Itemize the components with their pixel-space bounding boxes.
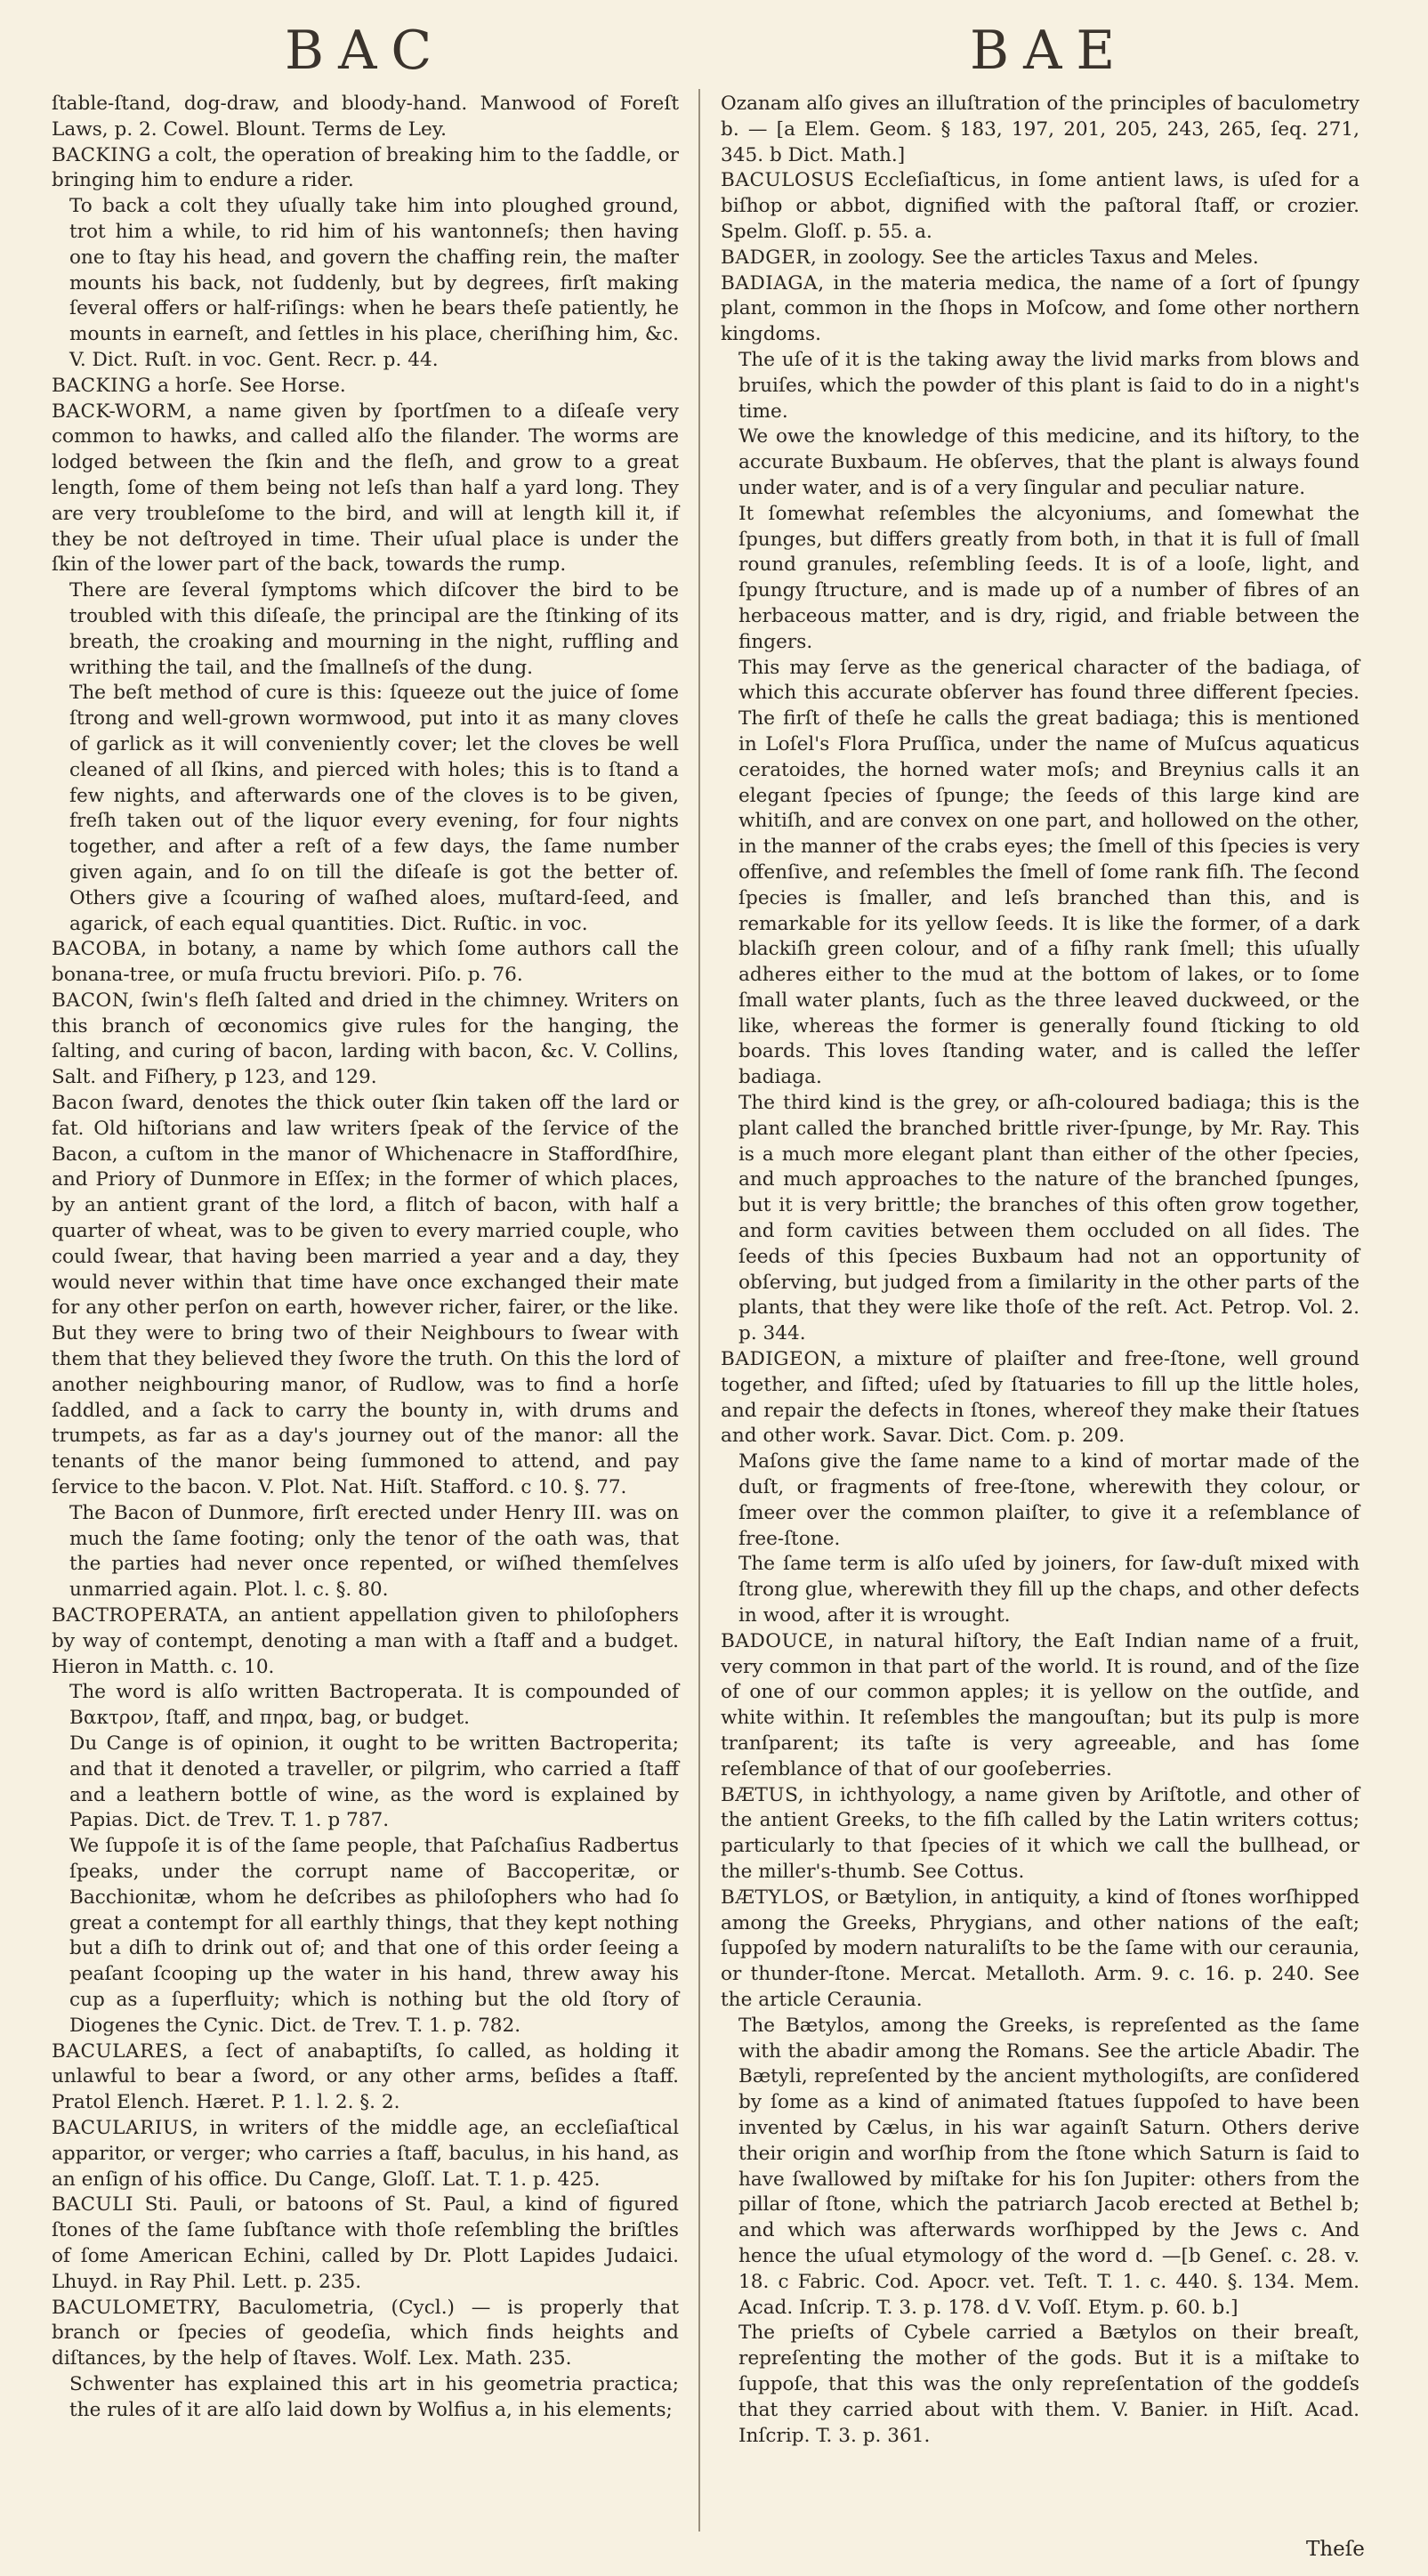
dictionary-entry (721, 1783, 1359, 1886)
entry-headword: BACULARIUS, (52, 2116, 199, 2139)
dictionary-entry (721, 1629, 1359, 1783)
entry-paragraph: The uſe of it is the taking away the livid marks from blows and bruiſes, which the powder of this plant is ſaid to do in a night's time. (738, 348, 1359, 423)
dictionary-entry (721, 1347, 1359, 1450)
column-divider (698, 89, 700, 2532)
entry-headword: BÆTYLOS, (721, 1886, 831, 1909)
entry-headword: BÆTUS, (721, 1783, 804, 1806)
entry-text: Eccleſiaſticus, in ſome antient laws, is uſed for a biſhop or abbot, dignified with the paſtoral ſtaff, or crozier. Spelm. Gloſſ. p. 55. a. (721, 169, 1359, 243)
entry-text: an antient appellation given to philoſophers by way of contempt, denoting a man with a ſtaff and a budget. Hieron in Matth. c. 10. (52, 1604, 679, 1678)
entry-headword: BACTROPERATA, (52, 1604, 230, 1627)
running-head (0, 20, 1428, 82)
dictionary-entry (52, 400, 679, 579)
dictionary-entry (52, 937, 679, 989)
entry-headword: BADIAGA, (721, 271, 825, 295)
entry-paragraph: Schwenter has explained this art in his geometria practica; the rules of it are alſo laid down by Wolfius a, in his elements; (69, 2372, 679, 2421)
dictionary-entry (721, 168, 1359, 245)
entry-headword: BADOUCE, (721, 1629, 835, 1652)
dictionary-entry (52, 2296, 679, 2372)
entry-text: ſward, denotes the thick outer ſkin taken off the lard or fat. Old hiſtorians and law writers ſpeak of the ſervice of the Bacon, a cuſtom in the manor of Whichenacre in Staffordſhire, and Priory of Dunmore in Eſſex; in the former of which places, by an antient grant of the lord, a flitch of bacon, with half a quarter of wheat, was to be given to every married couple, who could ſwear, that having been married a year and a day, they would never within that time have once exchanged their mate for any other perſon on earth, however richer, fairer, or the like. But they were to bring two of their Neighbours to ſwear with them that they believed they ſwore the truth. On this the lord of another neighbouring manor, of Rudlow, was to find a horſe ſaddled, and a ſack to carry the bounty in, with drums and trumpets, as far as a day's journey out of the manor: all the tenants of the manor being ſummoned to attend, and pay ſervice to the bacon. V. Plot. Nat. Hiſt. Stafford. c 10. §. 77. (52, 1092, 679, 1499)
dictionary-entry (52, 1603, 679, 1680)
entry-headword: BADGER, (721, 246, 818, 269)
entry-headword: Bacon (52, 1092, 115, 1115)
entry-text: Baculometria, (Cycl.) — is properly that branch or ſpecies of geodeſia, which finds heights and diſtances, by the help of ſtaves. Wolf. Lex. Math. 235. (52, 2296, 679, 2370)
entry-text: in writers of the middle age, an eccleſiaſtical apparitor, or verger; who carries a ſtaff, baculus, in his hand, as an enſign of his office. Du Cange, Gloſſ. Lat. T. 1. p. 425. (52, 2116, 679, 2191)
entry-paragraph: The beſt method of cure is this: ſqueeze out the juice of ſome ſtrong and well-grown wormwood, put into it as many cloves of garlick as it will conveniently cover; let the cloves be well cleaned of all ſkins, and pierced with holes; this is to ſtand a few nights, and afterwards one of the cloves is to be given, freſh taken out of the liquor every evening, for four nights together, and after a reſt of a few days, the ſame number given again, and ſo on till the diſeaſe is got the better of. Others give a ſcouring of waſhed aloes, muſtard-ſeed, and agarick, of each equal quantities. Dict. Ruſtic. in voc. (69, 682, 679, 935)
left-headword: BAC (285, 20, 447, 82)
catchword: Theſe (1306, 2538, 1365, 2561)
entry-text: or Bætylion, in antiquity, a kind of ſtones worſhipped among the Greeks, Phrygians, and other nations of the eaſt; ſuppoſed by modern naturaliſts to be the ſame with our ceraunia, or thunder-ſtone. Mercat. Metalloth. Arm. 9. c. 16. p. 240. See the article Ceraunia. (721, 1886, 1359, 2011)
entry-paragraph: The Bætylos, among the Greeks, is repreſented as the ſame with the abadir among the Romans. See the article Abadir. The Bætyli, repreſented by the ancient mythologiſts, are conſidered by ſome as a kind of animated ſtatues ſuppoſed to have been invented by Cælus, in his war againſt Saturn. Others derive their origin and worſhip from the ſtone which Saturn is ſaid to have ſwallowed by miſtake for his ſon Jupiter: others from the pillar of ſtone, which the patriarch Jacob erected at Bethel b; and which was afterwards worſhipped by the Jews c. And hence the uſual etymology of the word d. —[b Geneſ. c. 28. v. 18. c Fabric. Cod. Apocr. vet. Teſt. T. 1. c. 440. §. 134. Mem. Acad. Inſcrip. T. 3. p. 178. d V. Voſſ. Etym. p. 60. b.] (738, 2014, 1359, 2319)
entry-text: a horſe. See Horse. (151, 374, 346, 397)
entry-paragraph: This may ſerve as the generical character of the badiaga, of which this accurate obſerver has found three different ſpecies. The firſt of theſe he calls the great badiaga; this is mentioned in Loſel's Flora Pruſſica, under the name of Muſcus aquaticus ceratoides, the horned water moſs; and Breynius calls it an elegant ſpecies of ſpunge; the ſeeds of this large kind are whitiſh, and are convex on one part, and hollowed on the other, in the manner of the crabs eyes; the ſmell of this ſpecies is very offenſive, and reſembles the ſmell of ſome rank fiſh. The ſecond ſpecies is ſmaller, and leſs branched than this, and is remarkable for its yellow ſeeds. It is like the former, of a dark blackiſh green colour, and of a fiſhy rank ſmell; this uſually adheres either to the mud at the bottom of lakes, or to ſome ſmall water plants, ſuch as the three leaved duckweed, or the like, whereas the former is generally found ſticking to old boards. This loves ſtanding water, and is called the leſſer badiaga. (738, 656, 1359, 1089)
dictionary-entry (52, 1091, 679, 1501)
entry-paragraph: Du Cange is of opinion, it ought to be written Bactroperita; and that it denoted a traveller, or pilgrim, who carried a ſtaff and a leathern bottle of wine, as the word is explained by Papias. Dict. de Trev. T. 1. p 787. (69, 1732, 679, 1832)
dictionary-entry (721, 271, 1359, 348)
dictionary-entry (52, 374, 679, 400)
entry-paragraph: The Bacon of Dunmore, firſt erected under Henry III. was on much the ſame footing; only the tenor of the oath was, that the parties had never once repented, or wiſhed themſelves unmarried again. Plot. l. c. §. 80. (69, 1501, 679, 1602)
right-column (721, 92, 1359, 2449)
entry-paragraph: There are ſeveral ſymptoms which diſcover the bird to be troubled with this diſeaſe, the principal are the ſtinking of its breath, the croaking and mourning in the night, ruffling and writhing the tail, and the ſmallneſs of the dung. (69, 579, 679, 679)
dictionary-entry (721, 1886, 1359, 2014)
dictionary-entry (52, 2192, 679, 2295)
entry-headword: BACULOSUS (721, 169, 855, 192)
entry-text: Sti. Pauli, or batoons of St. Paul, a kind of figured ſtones of the ſame ſubſtance with thoſe reſembling the briſtles of ſome American Echini, called by Dr. Plott Lapides Judaici. Lhuyd. in Ray Phil. Lett. p. 235. (52, 2193, 679, 2293)
continued-paragraph: Ozanam alſo gives an illuſtration of the principles of baculometry b. — [a Elem. Geom. § 183, 197, 201, 205, 243, 265, ſeq. 271, 345. b Dict. Math.] (721, 93, 1359, 166)
entry-text: ſwin's fleſh ſalted and dried in the chimney. Writers on this branch of œconomics give rules for the hanging, the ſalting, and curing of bacon, larding with bacon, &c. V. Collins, Salt. and Fiſhery, p 123, and 129. (52, 989, 679, 1089)
entry-headword: BACKING (52, 143, 152, 166)
continued-paragraph: ſtable-ſtand, dog-draw, and bloody-hand. Manwood of Foreſt Laws, p. 2. Cowel. Blount. Terms de Ley. (52, 93, 679, 141)
entry-text: a mixture of plaiſter and free-ſtone, well ground together, and ſifted; uſed by ſtatuaries to fill up the little holes, and repair the defects in ſtones, whereof they make their ſtatues and other work. Savar. Dict. Com. p. 209. (721, 1348, 1359, 1448)
entry-text: in the materia medica, the name of a ſort of ſpungy plant, common in the ſhops in Moſcow, and ſome other northern kingdoms. (721, 271, 1359, 346)
entry-paragraph: It ſomewhat reſembles the alcyoniums, and ſomewhat the ſpunges, but differs greatly from both, in that it is full of ſmall round granules, reſembling ſeeds. It is of a looſe, light, and ſpungy ſtructure, and is made up of a number of fibres of an herbaceous matter, and is dry, rigid, and friable between the fingers. (738, 502, 1359, 653)
entry-paragraph: To back a colt they uſually take him into ploughed ground, trot him a while, to rid him of his wantonneſs; then having one to ſtay his head, and govern the chaffing rein, the maſter mounts his back, not ſuddenly, but by degrees, firſt making ſeveral offers or half-riſings: when he bears theſe patiently, he mounts in earneſt, and ſettles in his place, cheriſhing him, &c. V. Dict. Ruſt. in voc. Gent. Recr. p. 44. (69, 195, 679, 371)
right-headword: BAE (970, 20, 1130, 82)
entry-paragraph: We owe the knowledge of this medicine, and its hiſtory, to the accurate Buxbaum. He obſerves, that the plant is always found under water, and is of a very ſingular and peculiar nature. (738, 425, 1359, 499)
dictionary-entry (52, 2116, 679, 2192)
entry-text: a name given by ſportſmen to a diſeaſe very common to hawks, and called alſo the filander. The worms are lodged between the ſkin and the fleſh, and grow to a great length, ſome of them being not leſs than half a yard long. They are very troubleſome to the bird, and will at length kill it, if they be not deſtroyed in time. Their uſual place is under the ſkin of the lower part of the back, towards the rump. (52, 400, 679, 577)
entry-headword: BACK-WORM, (52, 400, 193, 423)
entry-text: a ſect of anabaptiſts, ſo called, as holding it unlawful to bear a ſword, or any other arms, beſides a ſtaff. Pratol Elench. Hæret. P. 1. l. 2. §. 2. (52, 2039, 679, 2114)
entry-paragraph: Maſons give the ſame name to a kind of mortar made of the duſt, or fragments of free-ſtone, wherewith they colour, or ſmeer over the common plaiſter, to give it a reſemblance of free-ſtone. (738, 1450, 1359, 1550)
entry-paragraph: The word is alſo written Bactroperata. It is compounded of Βακτρον, ſtaff, and πηρα, bag, or budget. (69, 1681, 679, 1730)
left-column (52, 92, 679, 2424)
entry-headword: BACKING (52, 374, 152, 397)
entry-text: in botany, a name by which ſome authors call the bonana-tree, or muſa fructu breviori. Piſo. p. 76. (52, 938, 679, 987)
dictionary-entry (52, 989, 679, 1091)
entry-headword: BACULARES, (52, 2039, 190, 2063)
entry-headword: BADIGEON, (721, 1348, 843, 1371)
entry-paragraph: The ſame term is alſo uſed by joiners, for ſaw-duſt mixed with ſtrong glue, wherewith they fill up the chaps, and other defects in wood, after it is wrought. (738, 1553, 1359, 1627)
entry-headword: BACULI (52, 2193, 134, 2217)
entry-paragraph: The third kind is the grey, or aſh-coloured badiaga; this is the plant called the branched brittle river-ſpunge, by Mr. Ray. This is a much more elegant plant than either of the other ſpecies, and much approaches to the nature of the branched ſpunges, but it is very brittle; the branches of this often grow together, and form cavities between them occluded on all ſides. The ſeeds of this ſpecies Buxbaum had not an opportunity of obſerving, but judged from a ſimilarity in the other parts of the plants, that they were like thoſe of the reſt. Act. Petrop. Vol. 2. p. 344. (738, 1092, 1359, 1345)
dictionary-entry (52, 143, 679, 195)
entry-text: in zoology. See the articles Taxus and Meles. (817, 246, 1259, 269)
entry-paragraph: The prieſts of Cybele carried a Bætylos on their breaſt, repreſenting the mother of the gods. But it is a miſtake to ſuppoſe, that this was the only repreſentation of the goddeſs that they carried about with them. V. Banier. in Hiſt. Acad. Inſcrip. T. 3. p. 361. (738, 2322, 1359, 2447)
entry-text: a colt, the operation of breaking him to the ſaddle, or bringing him to endure a rider. (52, 143, 679, 192)
entry-text: in natural hiſtory, the Eaſt Indian name of a fruit, very common in that part of the world. It is round, and of the ſize of one of our common apples; it is yellow on the outſide, and white within. It reſembles the mangouſtan; but its pulp is more tranſparent; its taſte is very agreeable, and has ſome reſemblance of that of our gooſeberries. (721, 1629, 1359, 1781)
entry-headword: BACULOMETRY, (52, 2296, 222, 2319)
entry-headword: BACON, (52, 989, 135, 1012)
dictionary-entry (52, 2039, 679, 2116)
dictionary-entry (721, 246, 1359, 271)
entry-text: in ichthyology, a name given by Ariſtotle, and other of the antient Greeks, to the fiſh called by the Latin writers cottus; particularly to that ſpecies of it which we call the bullhead, or the miller's-thumb. See Cottus. (721, 1783, 1359, 1883)
entry-headword: BACOBA, (52, 938, 148, 961)
entry-paragraph: We ſuppoſe it is of the ſame people, that Paſchaſius Radbertus ſpeaks, under the corrupt name of Baccoperitæ, or Bacchionitæ, whom he deſcribes as philoſophers who had ſo great a contempt for all earthly things, that they kept nothing but a diſh to drink out of; and that one of this order ſeeing a peaſant ſcooping up the water in his hand, threw away his cup as a ſuperfluity; which is nothing but the old ſtory of Diogenes the Cynic. Dict. de Trev. T. 1. p. 782. (69, 1835, 679, 2037)
